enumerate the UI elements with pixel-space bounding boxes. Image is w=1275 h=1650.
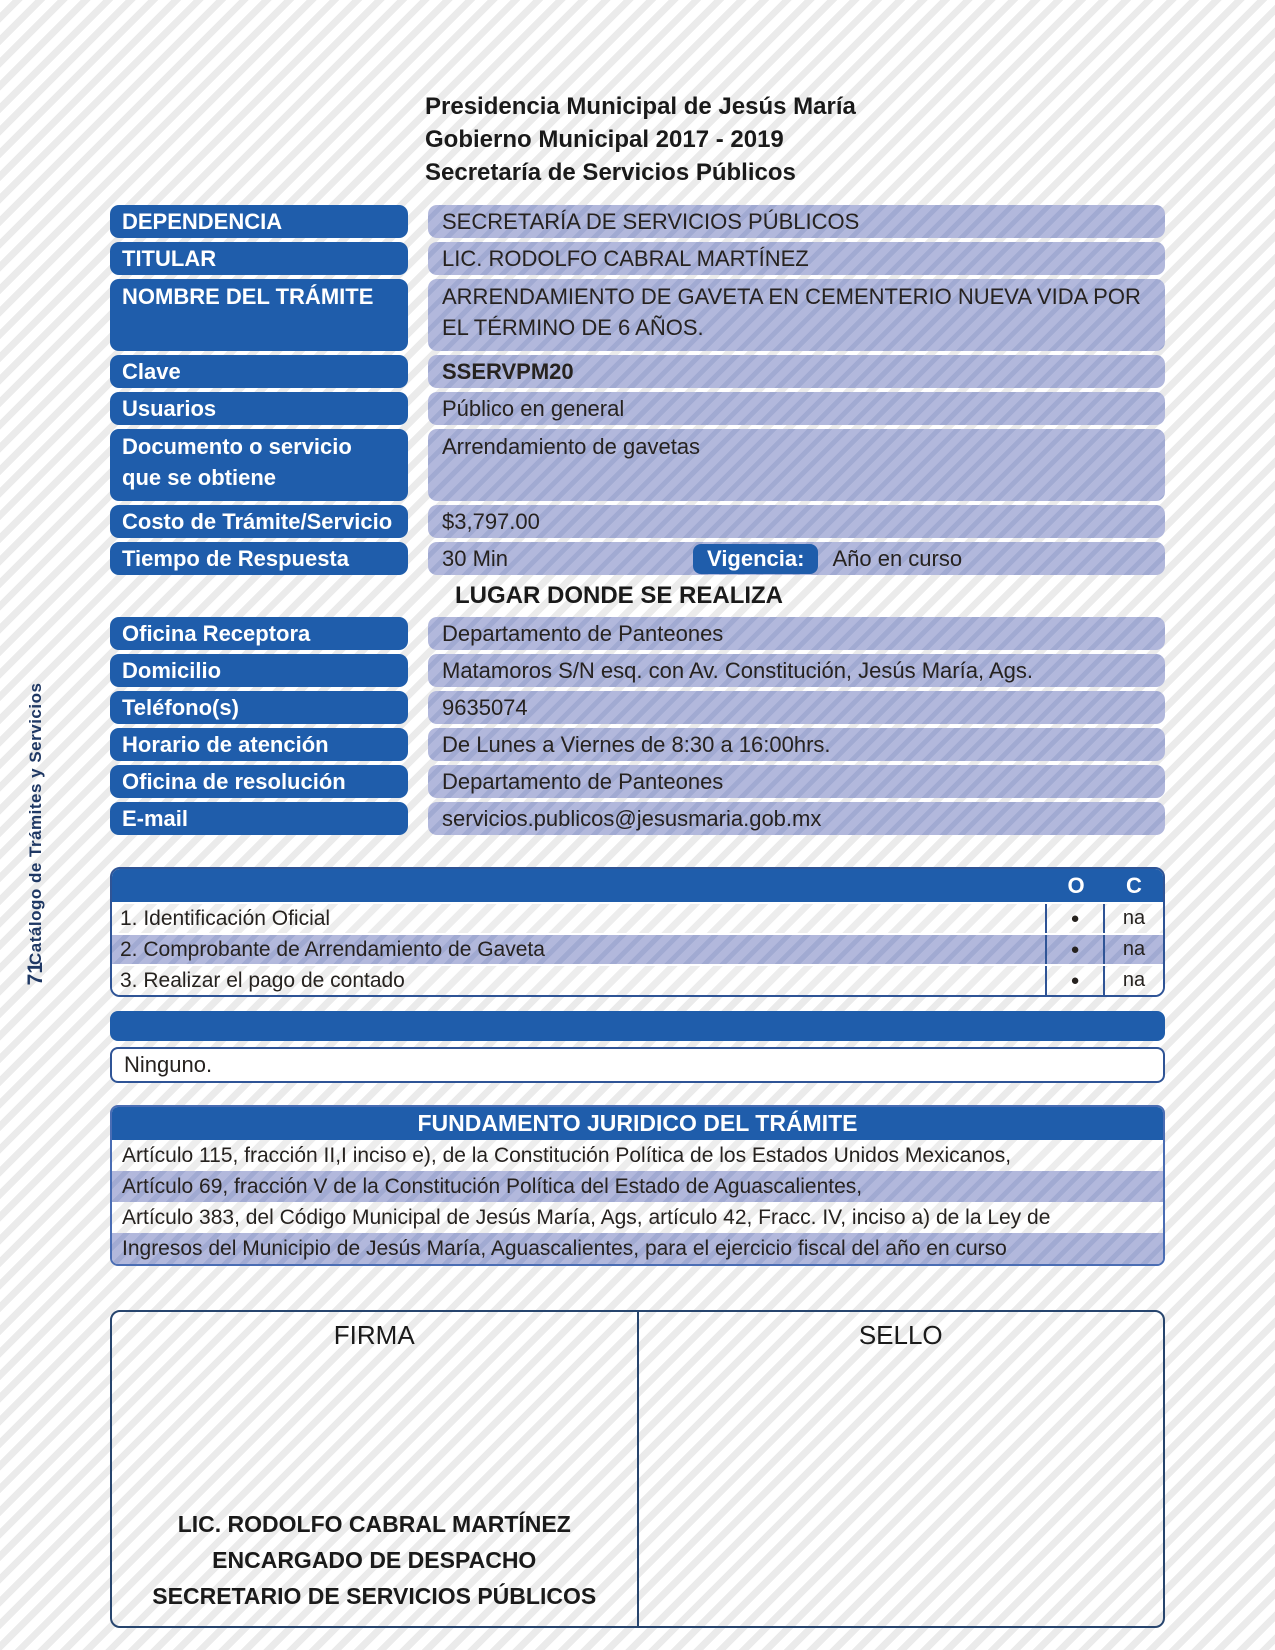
signature-seal-box <box>110 1310 1165 1628</box>
row-label: DEPENDENCIA <box>110 205 408 238</box>
header-line-3: Secretaría de Servicios Públicos <box>425 159 796 186</box>
firma-label: FIRMA <box>333 1320 415 1350</box>
signatory-block <box>152 1506 596 1614</box>
row-value: Arrendamiento de gavetas <box>428 429 1165 501</box>
col-header-copia: C <box>1126 872 1142 898</box>
col-header-obligatorio: O <box>1067 872 1085 898</box>
fundamento-section <box>110 1105 1165 1266</box>
row-clave <box>110 355 1165 388</box>
row-value: SSERVPM20 <box>428 355 1165 388</box>
row-email <box>110 802 1165 835</box>
row-label: Oficina de resolución <box>110 765 408 798</box>
row-value: Departamento de Panteones <box>428 765 1165 798</box>
row-value: LIC. RODOLFO CABRAL MARTÍNEZ <box>428 242 1165 275</box>
row-value: Matamoros S/N esq. con Av. Constitución, Jesús María, Ags. <box>428 654 1165 687</box>
row-label: Oficina Receptora <box>110 617 408 650</box>
fundamento-line: Artículo 69, fracción V de la Constitución Política del Estado de Aguascalientes, <box>112 1171 1163 1202</box>
row-label: Tiempo de Respuesta <box>110 542 408 575</box>
observaciones-box: Ninguno. <box>110 1047 1165 1083</box>
row-oficina-resolucion <box>110 765 1165 798</box>
requisito-c-value: na <box>1122 938 1146 960</box>
row-value: servicios.publicos@jesusmaria.gob.mx <box>428 802 1165 835</box>
row-tiempo-respuesta <box>110 542 1165 575</box>
requisito-o-dot: ● <box>1047 935 1105 964</box>
lugar-heading: LUGAR DONDE SE REALIZA <box>455 582 784 609</box>
row-usuarios <box>110 392 1165 425</box>
observaciones-header-bar <box>110 1011 1165 1041</box>
row-label: E-mail <box>110 802 408 835</box>
row-label: Domicilio <box>110 654 408 687</box>
row-label: NOMBRE DEL TRÁMITE <box>110 279 408 351</box>
row-label: Costo de Trámite/Servicio <box>110 505 408 538</box>
vigencia-value: Año en curso <box>832 546 963 571</box>
row-label: Teléfono(s) <box>110 691 408 724</box>
signatory-role-2: SECRETARIO DE SERVICIOS PÚBLICOS <box>152 1583 597 1609</box>
fundamento-line: Ingresos del Municipio de Jesús María, Aguascalientes, para el ejercicio fiscal del año en curso <box>112 1233 1163 1264</box>
requisito-row <box>112 933 1163 964</box>
sello-cell <box>639 1312 1164 1626</box>
fundamento-line: Artículo 383, del Código Municipal de Jesús María, Ags, artículo 42, Fracc. IV, inciso a) de la Ley de <box>112 1202 1163 1233</box>
row-value: De Lunes a Viernes de 8:30 a 16:00hrs. <box>428 728 1165 761</box>
requisito-c-value: na <box>1122 907 1146 929</box>
row-value: Departamento de Panteones <box>428 617 1165 650</box>
requisito-c-value: na <box>1122 969 1146 991</box>
row-costo <box>110 505 1165 538</box>
signatory-name: LIC. RODOLFO CABRAL MARTÍNEZ <box>177 1511 571 1537</box>
fundamento-title: FUNDAMENTO JURIDICO DEL TRÁMITE <box>112 1107 1163 1140</box>
requisitos-table <box>110 867 1165 997</box>
row-label: Usuarios <box>110 392 408 425</box>
fundamento-line: Artículo 115, fracción II,I inciso e), de la Constitución Política de los Estados Unidos Mexicanos, <box>112 1140 1163 1171</box>
requisito-row <box>112 964 1163 995</box>
sello-label: SELLO <box>858 1320 943 1350</box>
row-value: SECRETARÍA DE SERVICIOS PÚBLICOS <box>428 205 1165 238</box>
row-label: Clave <box>110 355 408 388</box>
requisito-o-dot: ● <box>1047 966 1105 995</box>
firma-cell <box>112 1312 639 1626</box>
row-label: Documento o servicio que se obtiene <box>110 429 408 501</box>
row-telefono <box>110 691 1165 724</box>
requisitos-header-spacer <box>112 869 1047 902</box>
header-line-1: Presidencia Municipal de Jesús María <box>425 93 856 120</box>
requisito-text: 1. Identificación Oficial <box>112 904 1047 933</box>
row-titular <box>110 242 1165 275</box>
header-line-2: Gobierno Municipal 2017 - 2019 <box>425 126 784 153</box>
tiempo-value: 30 Min <box>442 546 509 571</box>
requisito-o-dot: ● <box>1047 904 1105 933</box>
row-value: $3,797.00 <box>428 505 1165 538</box>
row-dependencia <box>110 205 1165 238</box>
vigencia-badge: Vigencia: <box>693 544 818 574</box>
main-content <box>110 205 1165 1628</box>
row-documento-servicio <box>110 429 1165 501</box>
signatory-role-1: ENCARGADO DE DESPACHO <box>212 1547 537 1573</box>
row-value: Público en general <box>428 392 1165 425</box>
row-label: TITULAR <box>110 242 408 275</box>
row-label: Horario de atención <box>110 728 408 761</box>
row-horario <box>110 728 1165 761</box>
row-value: 9635074 <box>428 691 1165 724</box>
row-value <box>428 542 1165 575</box>
requisito-text: 3. Realizar el pago de contado <box>112 966 1047 995</box>
requisito-row <box>112 902 1163 933</box>
requisitos-header <box>112 869 1163 902</box>
row-oficina-receptora <box>110 617 1165 650</box>
page-number: 71 <box>24 962 47 986</box>
row-nombre-tramite <box>110 279 1165 351</box>
requisito-text: 2. Comprobante de Arrendamiento de Gaveta <box>112 935 1047 964</box>
row-domicilio <box>110 654 1165 687</box>
row-value: ARRENDAMIENTO DE GAVETA EN CEMENTERIO NUEVA VIDA POR EL TÉRMINO DE 6 AÑOS. <box>428 279 1165 351</box>
sidebar-catalog-caption: Catálogo de Trámites y Servicios <box>26 682 45 965</box>
document-header <box>425 90 856 189</box>
